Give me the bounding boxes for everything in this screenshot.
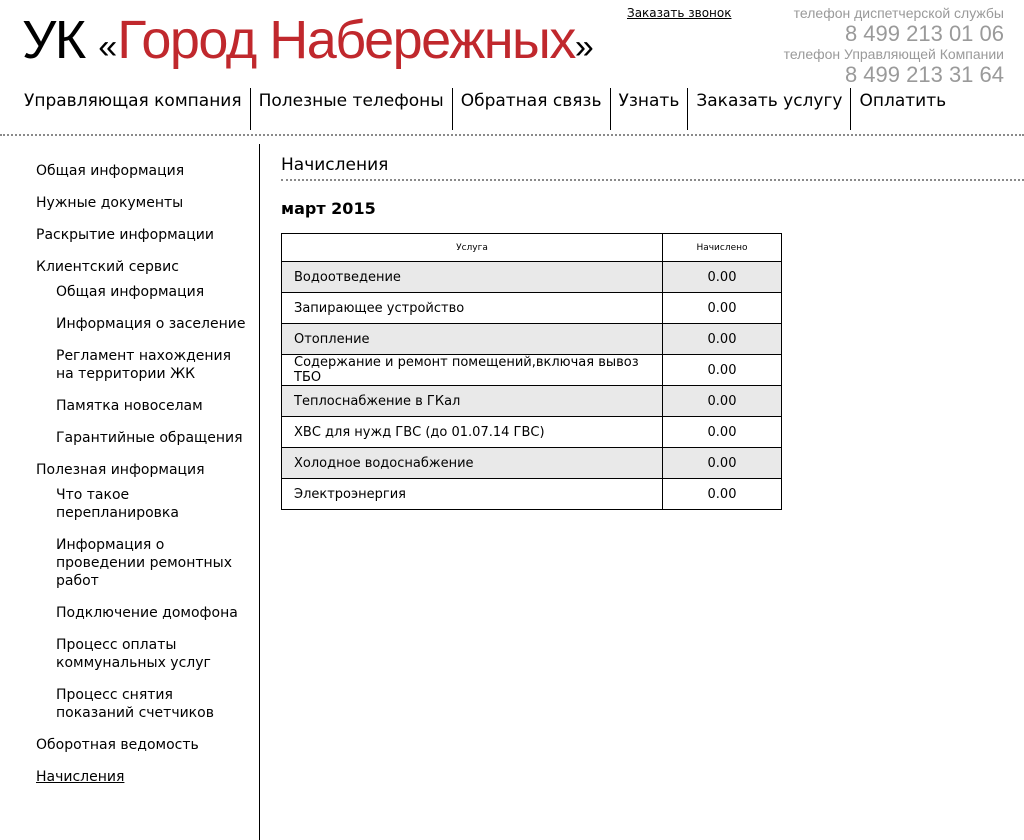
company-phone: 8 499 213 31 64 (844, 62, 1004, 87)
logo-quote-open: « (98, 28, 118, 66)
amount-cell: 0.00 (663, 355, 782, 386)
amount-cell: 0.00 (663, 417, 782, 448)
charges-table (281, 233, 782, 510)
callback-link[interactable]: Заказать звонок (627, 6, 732, 20)
amount-cell: 0.00 (663, 386, 782, 417)
nav-management-company[interactable]: Управляющая компания (16, 88, 251, 130)
sidebar-item-client-service[interactable]: Клиентский сервис (36, 259, 179, 275)
table-row (282, 417, 782, 448)
dispatch-phone-label: телефон диспетчерской службы (793, 5, 1004, 21)
main-nav (16, 88, 954, 130)
table-header-row (282, 234, 782, 262)
sidebar-subitem-meter-readings[interactable]: Процесс снятия показаний счетчиков (56, 687, 214, 721)
sidebar-item-documents[interactable]: Нужные документы (36, 195, 184, 211)
sidebar-subitem-warranty[interactable]: Гарантийные обращения (56, 430, 243, 446)
sidebar-subitem-newcomer-memo[interactable]: Памятка новоселам (56, 398, 203, 414)
service-cell: Запирающее устройство (282, 293, 663, 324)
logo-quote-close: » (574, 28, 594, 66)
sidebar-item-disclosure[interactable]: Раскрытие информации (36, 227, 214, 243)
table-row (282, 355, 782, 386)
sidebar-subitem-utility-payment[interactable]: Процесс оплаты коммунальных услуг (56, 637, 211, 671)
logo[interactable] (22, 10, 594, 77)
service-cell: Отопление (282, 324, 663, 355)
company-phone-label: телефон Управляющей Компании (783, 46, 1004, 62)
table-row (282, 479, 782, 510)
table-row (282, 448, 782, 479)
sidebar-subitem-intercom[interactable]: Подключение домофона (56, 605, 238, 621)
logo-name: Город Набережных (117, 10, 575, 70)
nav-feedback[interactable]: Обратная связь (453, 88, 611, 130)
service-cell: Электроэнергия (282, 479, 663, 510)
sidebar-subitem-general-info[interactable]: Общая информация (56, 284, 205, 300)
service-cell: Теплоснабжение в ГКал (282, 386, 663, 417)
amount-cell: 0.00 (663, 293, 782, 324)
sidebar-subitem-replanning[interactable]: Что такое перепланировка (56, 487, 179, 521)
service-cell: Водоотведение (282, 262, 663, 293)
period-heading: март 2015 (281, 199, 376, 218)
header-divider (0, 134, 1024, 136)
nav-useful-phones[interactable]: Полезные телефоны (251, 88, 453, 130)
main-content (281, 155, 1024, 510)
dispatch-phone: 8 499 213 01 06 (844, 21, 1004, 46)
table-row (282, 324, 782, 355)
nav-order-service[interactable]: Заказать услугу (688, 88, 851, 130)
amount-cell: 0.00 (663, 262, 782, 293)
sidebar (36, 158, 251, 800)
amount-cell: 0.00 (663, 479, 782, 510)
amount-cell: 0.00 (663, 324, 782, 355)
column-header-charged: Начислено (663, 234, 782, 262)
nav-pay[interactable]: Оплатить (859, 91, 947, 111)
service-cell: Холодное водоснабжение (282, 448, 663, 479)
service-cell: Содержание и ремонт помещений,включая вывоз ТБО (282, 355, 663, 386)
amount-cell: 0.00 (663, 448, 782, 479)
table-row (282, 262, 782, 293)
table-row (282, 293, 782, 324)
nav-learn[interactable]: Узнать (611, 88, 689, 130)
sidebar-item-general-info[interactable]: Общая информация (36, 163, 185, 179)
phones-block (784, 5, 1004, 87)
sidebar-item-statement[interactable]: Оборотная ведомость (36, 737, 199, 753)
sidebar-subitem-repair-works[interactable]: Информация о проведении ремонтных работ (56, 537, 232, 589)
page-title: Начисления (281, 155, 1024, 181)
column-header-service: Услуга (282, 234, 663, 262)
logo-prefix: УК (22, 10, 85, 70)
sidebar-subitem-regulations[interactable]: Регламент нахождения на территории ЖК (56, 348, 232, 382)
sidebar-item-useful-info[interactable]: Полезная информация (36, 462, 205, 478)
sidebar-divider (259, 144, 260, 840)
sidebar-subitem-settlement-info[interactable]: Информация о заселение (56, 316, 246, 332)
sidebar-item-charges[interactable]: Начисления (36, 769, 125, 785)
table-row (282, 386, 782, 417)
service-cell: ХВС для нужд ГВС (до 01.07.14 ГВС) (282, 417, 663, 448)
